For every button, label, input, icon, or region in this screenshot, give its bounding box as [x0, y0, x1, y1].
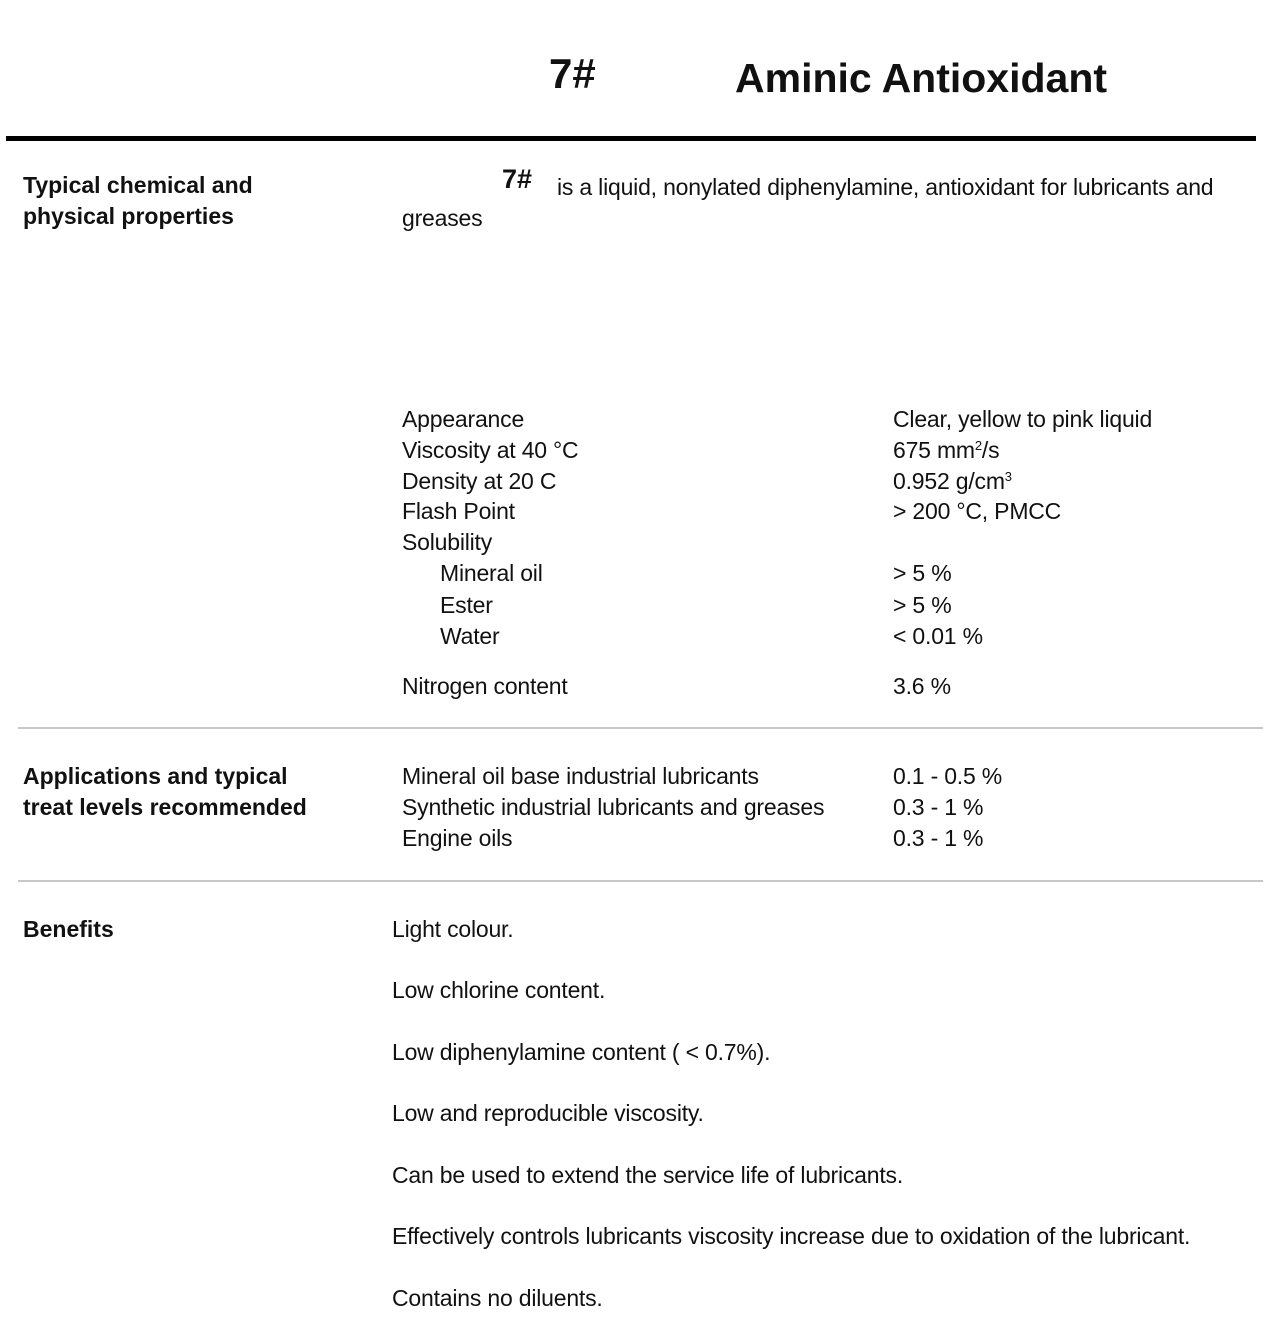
header-divider [6, 136, 1256, 141]
property-value-appearance: Clear, yellow to pink liquid [893, 406, 1153, 432]
property-label-flash-point: Flash Point [402, 498, 515, 524]
benefit-item: Low chlorine content. [392, 977, 606, 1003]
application-label: Engine oils [402, 825, 513, 851]
property-label-density: Density at 20 C [402, 468, 557, 494]
property-value-flash-point: > 200 °C, PMCC [893, 498, 1062, 524]
benefit-item: Can be used to extend the service life of lubricants. [392, 1162, 904, 1188]
benefit-item: Contains no diluents. [392, 1285, 603, 1311]
section-label-applications: Applications and typical treat levels recommended [23, 763, 307, 820]
application-label: Synthetic industrial lubricants and greases [402, 794, 825, 820]
section-divider [18, 727, 1263, 729]
property-value-ester: > 5 % [893, 592, 952, 618]
application-label: Mineral oil base industrial lubricants [402, 763, 759, 789]
property-label-solubility: Solubility [402, 529, 493, 555]
benefit-item: Effectively controls lubricants viscosity increase due to oxidation of the lubricant. [392, 1223, 1191, 1249]
section-label-benefits: Benefits [23, 916, 114, 942]
property-value-nitrogen: 3.6 % [893, 673, 951, 699]
benefit-item: Low diphenylamine content ( < 0.7%). [392, 1039, 771, 1065]
property-label-mineral-oil: Mineral oil [440, 560, 543, 586]
property-label-ester: Ester [440, 592, 493, 618]
section-label-properties: Typical chemical and physical properties [23, 172, 253, 229]
intro-text-line1: is a liquid, nonylated diphenylamine, antioxidant for lubricants and [557, 174, 1214, 200]
property-value-viscosity: 675 $mm^2/s$ [893, 437, 1000, 463]
application-value: 0.3 - 1 % [893, 794, 984, 820]
benefit-item: Light colour. [392, 916, 514, 942]
property-value-mineral-oil: > 5 % [893, 560, 952, 586]
property-value-density: 0.952 $g/cm^3$ [893, 468, 1012, 494]
application-value: 0.3 - 1 % [893, 825, 984, 851]
property-label-appearance: Appearance [402, 406, 525, 432]
application-value: 0.1 - 0.5 % [893, 763, 1003, 789]
property-value-water: < 0.01 % [893, 623, 983, 649]
property-label-nitrogen: Nitrogen content [402, 673, 568, 699]
product-code: 7# [549, 50, 596, 97]
intro-product-code: 7# [502, 164, 533, 194]
benefit-item: Low and reproducible viscosity. [392, 1100, 704, 1126]
section-divider [18, 880, 1263, 882]
property-label-water: Water [440, 623, 500, 649]
property-label-viscosity: Viscosity at 40 °C [402, 437, 579, 463]
product-name: Aminic Antioxidant [735, 55, 1108, 101]
intro-text-line2: greases [402, 205, 483, 231]
